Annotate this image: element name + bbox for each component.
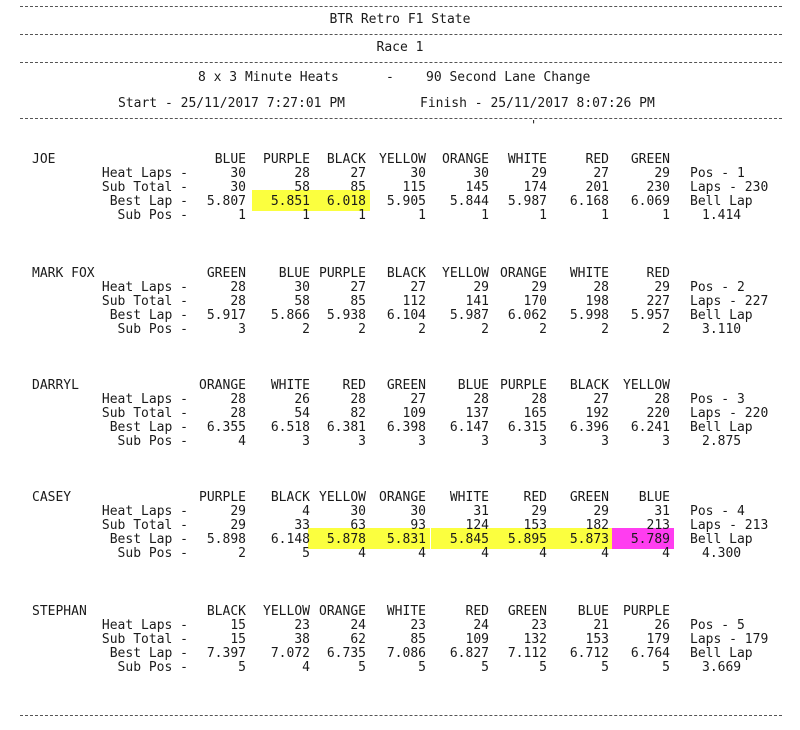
sub-total-label: Sub Total - bbox=[101, 294, 188, 309]
best-lap-value: 6.147 bbox=[449, 420, 489, 435]
finish-time: Finish - 25/11/2017 8:07:26 PM bbox=[420, 96, 655, 111]
best-lap-value: 5.905 bbox=[386, 194, 426, 209]
sub-total-label: Sub Total - bbox=[101, 632, 188, 647]
bottom-divider bbox=[20, 715, 782, 716]
bell-lap-label: Bell Lap bbox=[690, 532, 753, 547]
sub-pos-value: 5 bbox=[358, 660, 366, 675]
sub-pos-value: 4 bbox=[238, 434, 246, 449]
driver-name: STEPHAN bbox=[32, 604, 87, 619]
best-lap-value: 6.518 bbox=[270, 420, 310, 435]
lane-change-format: 90 Second Lane Change bbox=[426, 70, 591, 85]
format-separator: - bbox=[386, 70, 394, 85]
sub-total-value: 82 bbox=[350, 406, 366, 421]
sub-pos-value: 1 bbox=[302, 208, 310, 223]
driver-name: CASEY bbox=[32, 490, 72, 505]
laps-summary: Laps - 213 bbox=[690, 518, 769, 533]
heat-laps-value: 29 bbox=[654, 280, 670, 295]
sub-total-value: 115 bbox=[402, 180, 426, 195]
lane-header: WHITE bbox=[386, 604, 426, 619]
lane-header: BLACK bbox=[386, 266, 426, 281]
race-name: Race 1 bbox=[376, 40, 424, 55]
best-lap-value: 5.878 bbox=[326, 532, 366, 547]
sub-total-value: 109 bbox=[465, 632, 489, 647]
sub-total-value: 15 bbox=[230, 632, 246, 647]
lane-header: BLACK bbox=[326, 152, 366, 167]
bell-lap-label: Bell Lap bbox=[690, 420, 753, 435]
best-lap-label: Best Lap - bbox=[109, 420, 188, 435]
bell-lap-value: 4.300 bbox=[702, 546, 742, 561]
best-lap-value: 7.112 bbox=[507, 646, 547, 661]
heat-laps-value: 29 bbox=[473, 280, 489, 295]
header-divider bbox=[20, 118, 782, 119]
top-divider bbox=[20, 6, 782, 7]
heat-laps-value: 30 bbox=[230, 166, 246, 181]
sub-total-value: 137 bbox=[465, 406, 489, 421]
lane-header: RED bbox=[465, 604, 489, 619]
sub-total-value: 213 bbox=[646, 518, 670, 533]
heat-laps-value: 26 bbox=[654, 618, 670, 633]
best-lap-value: 6.148 bbox=[270, 532, 310, 547]
sub-pos-value: 5 bbox=[481, 660, 489, 675]
sub-total-value: 58 bbox=[294, 294, 310, 309]
sub-total-value: 85 bbox=[410, 632, 426, 647]
lane-header: BLUE bbox=[214, 152, 246, 167]
heat-laps-label: Heat Laps - bbox=[101, 280, 188, 295]
best-lap-value: 5.851 bbox=[270, 194, 310, 209]
sub-total-value: 230 bbox=[646, 180, 670, 195]
sub-total-value: 179 bbox=[646, 632, 670, 647]
lane-header: RED bbox=[646, 266, 670, 281]
best-lap-value: 6.168 bbox=[569, 194, 609, 209]
sub-total-value: 182 bbox=[585, 518, 609, 533]
best-lap-value: 5.987 bbox=[449, 308, 489, 323]
best-lap-value: 7.397 bbox=[206, 646, 246, 661]
lane-header: BLUE bbox=[457, 378, 489, 393]
sub-total-value: 124 bbox=[465, 518, 489, 533]
heat-laps-value: 29 bbox=[593, 504, 609, 519]
sub-pos-value: 5 bbox=[302, 546, 310, 561]
lane-header: GREEN bbox=[630, 152, 670, 167]
sub-pos-value: 4 bbox=[601, 546, 609, 561]
heat-laps-value: 27 bbox=[410, 392, 426, 407]
sub-pos-label: Sub Pos - bbox=[117, 434, 188, 449]
lane-header: PURPLE bbox=[623, 604, 670, 619]
lane-header: GREEN bbox=[507, 604, 547, 619]
best-lap-value: 6.396 bbox=[569, 420, 609, 435]
sub-total-value: 141 bbox=[465, 294, 489, 309]
lane-header: PURPLE bbox=[263, 152, 310, 167]
sub-total-value: 85 bbox=[350, 180, 366, 195]
heat-laps-value: 23 bbox=[294, 618, 310, 633]
best-lap-value: 5.789 bbox=[630, 532, 670, 547]
heat-laps-value: 26 bbox=[294, 392, 310, 407]
driver-block bbox=[0, 152, 800, 264]
heat-laps-value: 29 bbox=[654, 166, 670, 181]
heat-laps-label: Heat Laps - bbox=[101, 504, 188, 519]
sub-total-value: 85 bbox=[350, 294, 366, 309]
sub-total-value: 174 bbox=[523, 180, 547, 195]
best-lap-value: 6.712 bbox=[569, 646, 609, 661]
heat-laps-value: 29 bbox=[531, 280, 547, 295]
best-lap-label: Best Lap - bbox=[109, 532, 188, 547]
sub-pos-value: 3 bbox=[302, 434, 310, 449]
driver-block bbox=[0, 378, 800, 490]
driver-name: DARRYL bbox=[32, 378, 79, 393]
sub-pos-value: 5 bbox=[601, 660, 609, 675]
best-lap-value: 6.018 bbox=[326, 194, 366, 209]
heat-format: 8 x 3 Minute Heats bbox=[198, 70, 339, 85]
heat-laps-value: 29 bbox=[531, 504, 547, 519]
heat-laps-value: 24 bbox=[350, 618, 366, 633]
sub-pos-value: 1 bbox=[418, 208, 426, 223]
heat-laps-value: 4 bbox=[302, 504, 310, 519]
lane-header: BLUE bbox=[638, 490, 670, 505]
sub-pos-label: Sub Pos - bbox=[117, 660, 188, 675]
laps-summary: Laps - 179 bbox=[690, 632, 769, 647]
sub-total-value: 29 bbox=[230, 518, 246, 533]
sub-total-value: 227 bbox=[646, 294, 670, 309]
heat-laps-value: 21 bbox=[593, 618, 609, 633]
lane-header: RED bbox=[342, 378, 366, 393]
best-lap-value: 6.735 bbox=[326, 646, 366, 661]
heat-laps-value: 27 bbox=[410, 280, 426, 295]
sub-total-value: 58 bbox=[294, 180, 310, 195]
position-summary: Pos - 4 bbox=[690, 504, 745, 519]
sub-total-value: 170 bbox=[523, 294, 547, 309]
sub-pos-value: 5 bbox=[662, 660, 670, 675]
sub-pos-value: 1 bbox=[601, 208, 609, 223]
sub-total-label: Sub Total - bbox=[101, 406, 188, 421]
driver-name: MARK FOX bbox=[32, 266, 95, 281]
sub-total-value: 153 bbox=[523, 518, 547, 533]
sub-total-value: 62 bbox=[350, 632, 366, 647]
sub-pos-value: 1 bbox=[358, 208, 366, 223]
lane-header: GREEN bbox=[569, 490, 609, 505]
lane-header: BLACK bbox=[206, 604, 246, 619]
laps-summary: Laps - 227 bbox=[690, 294, 769, 309]
sub-pos-label: Sub Pos - bbox=[117, 546, 188, 561]
sub-pos-value: 3 bbox=[539, 434, 547, 449]
sub-total-value: 198 bbox=[585, 294, 609, 309]
sub-pos-value: 4 bbox=[662, 546, 670, 561]
sub-total-value: 30 bbox=[230, 180, 246, 195]
sub-pos-value: 2 bbox=[358, 322, 366, 337]
best-lap-value: 5.987 bbox=[507, 194, 547, 209]
sub-pos-value: 5 bbox=[238, 660, 246, 675]
lane-header: YELLOW bbox=[379, 152, 426, 167]
sub-pos-value: 4 bbox=[481, 546, 489, 561]
best-lap-value: 6.315 bbox=[507, 420, 547, 435]
sub-total-value: 132 bbox=[523, 632, 547, 647]
sub-pos-value: 2 bbox=[481, 322, 489, 337]
best-lap-value: 6.381 bbox=[326, 420, 366, 435]
sub-pos-value: 4 bbox=[358, 546, 366, 561]
heat-laps-value: 27 bbox=[350, 280, 366, 295]
sub-pos-value: 2 bbox=[539, 322, 547, 337]
start-time: Start - 25/11/2017 7:27:01 PM bbox=[118, 96, 345, 111]
sub-pos-value: 3 bbox=[662, 434, 670, 449]
heat-laps-value: 23 bbox=[410, 618, 426, 633]
heat-laps-value: 15 bbox=[230, 618, 246, 633]
bell-lap-label: Bell Lap bbox=[690, 646, 753, 661]
position-summary: Pos - 1 bbox=[690, 166, 745, 181]
lane-header: WHITE bbox=[449, 490, 489, 505]
sub-total-value: 38 bbox=[294, 632, 310, 647]
sub-pos-value: 5 bbox=[418, 660, 426, 675]
sub-total-value: 220 bbox=[646, 406, 670, 421]
best-lap-value: 6.355 bbox=[206, 420, 246, 435]
lane-header: RED bbox=[585, 152, 609, 167]
bell-lap-value: 3.669 bbox=[702, 660, 742, 675]
heat-laps-value: 24 bbox=[473, 618, 489, 633]
best-lap-value: 5.998 bbox=[569, 308, 609, 323]
sub-pos-value: 4 bbox=[302, 660, 310, 675]
sub-total-value: 153 bbox=[585, 632, 609, 647]
driver-block bbox=[0, 604, 800, 716]
sub-total-value: 28 bbox=[230, 294, 246, 309]
sub-total-value: 145 bbox=[465, 180, 489, 195]
sub-total-label: Sub Total - bbox=[101, 180, 188, 195]
best-lap-value: 5.957 bbox=[630, 308, 670, 323]
heat-laps-value: 29 bbox=[230, 504, 246, 519]
laps-summary: Laps - 230 bbox=[690, 180, 769, 195]
sub-total-value: 63 bbox=[350, 518, 366, 533]
best-lap-value: 5.866 bbox=[270, 308, 310, 323]
sub-pos-value: 3 bbox=[358, 434, 366, 449]
heat-laps-value: 28 bbox=[350, 392, 366, 407]
best-lap-value: 5.898 bbox=[206, 532, 246, 547]
best-lap-value: 5.807 bbox=[206, 194, 246, 209]
position-summary: Pos - 2 bbox=[690, 280, 745, 295]
lane-header: BLUE bbox=[278, 266, 310, 281]
lane-header: YELLOW bbox=[319, 490, 366, 505]
driver-block bbox=[0, 266, 800, 378]
heat-laps-label: Heat Laps - bbox=[101, 618, 188, 633]
laps-summary: Laps - 220 bbox=[690, 406, 769, 421]
sub-pos-label: Sub Pos - bbox=[117, 322, 188, 337]
stray-mark: ' bbox=[530, 118, 538, 132]
lane-header: ORANGE bbox=[199, 378, 246, 393]
best-lap-value: 5.938 bbox=[326, 308, 366, 323]
page-title: BTR Retro F1 State bbox=[329, 12, 471, 27]
lane-header: BLACK bbox=[270, 490, 310, 505]
heat-laps-value: 28 bbox=[294, 166, 310, 181]
lane-header: WHITE bbox=[507, 152, 547, 167]
bell-lap-label: Bell Lap bbox=[690, 194, 753, 209]
lane-header: BLUE bbox=[577, 604, 609, 619]
best-lap-value: 7.086 bbox=[386, 646, 426, 661]
sub-pos-value: 4 bbox=[418, 546, 426, 561]
best-lap-label: Best Lap - bbox=[109, 194, 188, 209]
lane-header: PURPLE bbox=[199, 490, 246, 505]
bell-lap-value: 1.414 bbox=[702, 208, 742, 223]
sub-pos-value: 3 bbox=[481, 434, 489, 449]
heat-laps-value: 30 bbox=[473, 166, 489, 181]
lane-header: ORANGE bbox=[319, 604, 366, 619]
heat-laps-value: 29 bbox=[531, 166, 547, 181]
driver-name: JOE bbox=[32, 152, 56, 167]
sub-pos-value: 2 bbox=[238, 546, 246, 561]
best-lap-value: 6.241 bbox=[630, 420, 670, 435]
heat-laps-value: 31 bbox=[654, 504, 670, 519]
sub-total-value: 165 bbox=[523, 406, 547, 421]
lane-header: PURPLE bbox=[500, 378, 547, 393]
sub-total-value: 33 bbox=[294, 518, 310, 533]
sub-pos-value: 3 bbox=[238, 322, 246, 337]
sub-pos-value: 2 bbox=[662, 322, 670, 337]
lane-header: RED bbox=[523, 490, 547, 505]
heat-laps-label: Heat Laps - bbox=[101, 392, 188, 407]
heat-laps-value: 31 bbox=[473, 504, 489, 519]
sub-total-value: 109 bbox=[402, 406, 426, 421]
best-lap-value: 6.062 bbox=[507, 308, 547, 323]
heat-laps-value: 28 bbox=[473, 392, 489, 407]
driver-block bbox=[0, 490, 800, 602]
best-lap-value: 6.827 bbox=[449, 646, 489, 661]
best-lap-value: 5.845 bbox=[449, 532, 489, 547]
best-lap-value: 5.831 bbox=[386, 532, 426, 547]
sub-total-value: 112 bbox=[402, 294, 426, 309]
best-lap-value: 5.873 bbox=[569, 532, 609, 547]
lane-header: YELLOW bbox=[623, 378, 670, 393]
lane-header: ORANGE bbox=[500, 266, 547, 281]
heat-laps-value: 28 bbox=[654, 392, 670, 407]
best-lap-label: Best Lap - bbox=[109, 308, 188, 323]
heat-laps-value: 27 bbox=[593, 392, 609, 407]
heat-laps-value: 30 bbox=[294, 280, 310, 295]
best-lap-value: 6.764 bbox=[630, 646, 670, 661]
sub-total-value: 201 bbox=[585, 180, 609, 195]
heat-laps-value: 27 bbox=[593, 166, 609, 181]
lane-header: PURPLE bbox=[319, 266, 366, 281]
best-lap-label: Best Lap - bbox=[109, 646, 188, 661]
heat-laps-value: 30 bbox=[410, 166, 426, 181]
position-summary: Pos - 5 bbox=[690, 618, 745, 633]
heat-laps-value: 30 bbox=[410, 504, 426, 519]
best-lap-value: 5.917 bbox=[206, 308, 246, 323]
lane-header: ORANGE bbox=[379, 490, 426, 505]
sub-pos-value: 2 bbox=[302, 322, 310, 337]
heat-laps-value: 30 bbox=[350, 504, 366, 519]
best-lap-value: 6.398 bbox=[386, 420, 426, 435]
heat-laps-value: 23 bbox=[531, 618, 547, 633]
lane-header: GREEN bbox=[386, 378, 426, 393]
heat-laps-value: 27 bbox=[350, 166, 366, 181]
lane-header: BLACK bbox=[569, 378, 609, 393]
best-lap-value: 6.069 bbox=[630, 194, 670, 209]
best-lap-value: 7.072 bbox=[270, 646, 310, 661]
sub-pos-value: 5 bbox=[539, 660, 547, 675]
bell-lap-value: 2.875 bbox=[702, 434, 742, 449]
best-lap-value: 6.104 bbox=[386, 308, 426, 323]
sub-total-value: 192 bbox=[585, 406, 609, 421]
heat-laps-label: Heat Laps - bbox=[101, 166, 188, 181]
lane-header: YELLOW bbox=[263, 604, 310, 619]
lane-header: YELLOW bbox=[442, 266, 489, 281]
best-lap-value: 5.895 bbox=[507, 532, 547, 547]
race-divider bbox=[20, 62, 782, 63]
bell-lap-value: 3.110 bbox=[702, 322, 742, 337]
sub-total-label: Sub Total - bbox=[101, 518, 188, 533]
sub-pos-label: Sub Pos - bbox=[117, 208, 188, 223]
sub-pos-value: 4 bbox=[539, 546, 547, 561]
sub-total-value: 28 bbox=[230, 406, 246, 421]
sub-total-value: 93 bbox=[410, 518, 426, 533]
heat-laps-value: 28 bbox=[531, 392, 547, 407]
best-lap-value: 5.844 bbox=[449, 194, 489, 209]
sub-pos-value: 3 bbox=[601, 434, 609, 449]
sub-pos-value: 1 bbox=[662, 208, 670, 223]
sub-total-value: 54 bbox=[294, 406, 310, 421]
sub-pos-value: 1 bbox=[238, 208, 246, 223]
lane-header: WHITE bbox=[270, 378, 310, 393]
sub-pos-value: 1 bbox=[539, 208, 547, 223]
heat-laps-value: 28 bbox=[230, 280, 246, 295]
lane-header: WHITE bbox=[569, 266, 609, 281]
heat-laps-value: 28 bbox=[593, 280, 609, 295]
title-divider bbox=[20, 34, 782, 35]
bell-lap-label: Bell Lap bbox=[690, 308, 753, 323]
lane-header: GREEN bbox=[206, 266, 246, 281]
sub-pos-value: 1 bbox=[481, 208, 489, 223]
sub-pos-value: 2 bbox=[418, 322, 426, 337]
position-summary: Pos - 3 bbox=[690, 392, 745, 407]
sub-pos-value: 3 bbox=[418, 434, 426, 449]
sub-pos-value: 2 bbox=[601, 322, 609, 337]
lane-header: ORANGE bbox=[442, 152, 489, 167]
heat-laps-value: 28 bbox=[230, 392, 246, 407]
